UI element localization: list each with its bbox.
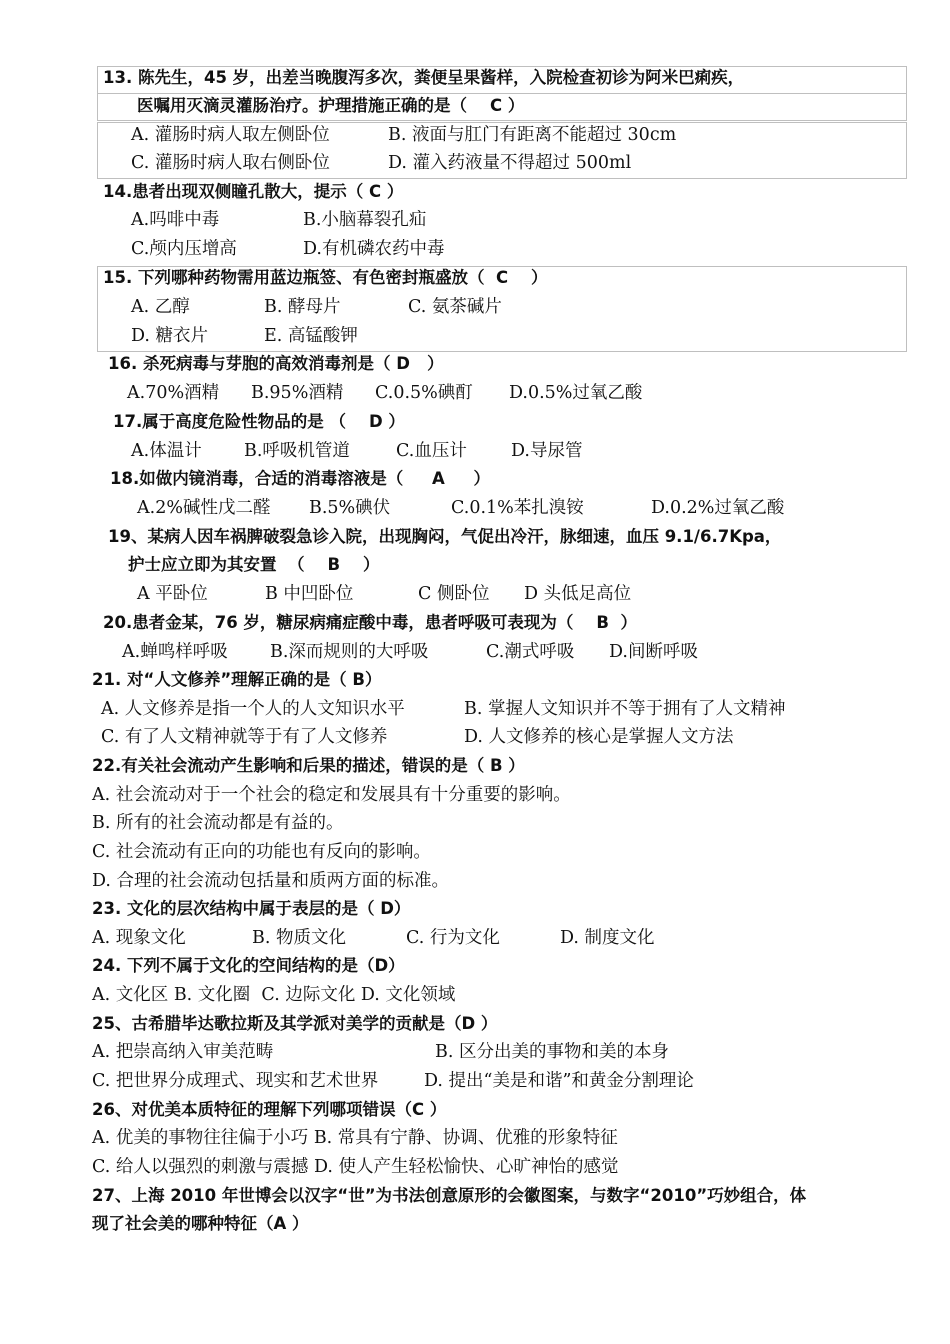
q21-option-c: C. 有了人文精神就等于有了人文修养: [101, 727, 388, 747]
q18-option-a: A.2%碱性戊二醛: [137, 498, 271, 518]
q19-option-a: A 平卧位: [137, 584, 208, 604]
q21-option-a: A. 人文修养是指一个人的人文知识水平: [101, 699, 405, 719]
q19-stem-line2: 护士应立即为其安置 （ B ）: [128, 555, 380, 574]
q16-option-c: C.0.5%碘酊: [375, 383, 473, 403]
q16-option-a: A.70%酒精: [127, 383, 220, 403]
q24-options: A. 文化区 B. 文化圈 C. 边际文化 D. 文化领域: [92, 985, 456, 1005]
q19-option-d: D 头低足高位: [524, 584, 632, 604]
q13-stem-line1: 13. 陈先生，45 岁，出差当晚腹泻多次，粪便呈果酱样，入院检查初诊为阿米巴痢疾，: [103, 68, 745, 87]
q26-options-ab: A. 优美的事物往往偏于小巧 B. 常具有宁静、协调、优雅的形象特征: [92, 1128, 618, 1148]
q25-option-c: C. 把世界分成理式、现实和艺术世界: [92, 1071, 379, 1091]
q14-option-b: B.小脑幕裂孔疝: [303, 210, 427, 230]
q17-option-a: A.体温计: [131, 441, 202, 461]
q23-stem: 23. 文化的层次结构中属于表层的是（ D）: [92, 899, 411, 918]
q19-option-c: C 侧卧位: [418, 584, 490, 604]
q19-stem-line1: 19、某病人因车祸脾破裂急诊入院，出现胸闷，气促出冷汗，脉细速，血压 9.1/6.7Kpa，: [108, 527, 782, 546]
q21-option-d: D. 人文修养的核心是掌握人文方法: [464, 727, 734, 747]
q20-option-d: D.间断呼吸: [609, 642, 698, 662]
q15-option-e: E. 高锰酸钾: [264, 326, 358, 346]
q21-option-b: B. 掌握人文知识并不等于拥有了人文精神: [464, 699, 786, 719]
q16-option-b: B.95%酒精: [251, 383, 344, 403]
q21-stem: 21. 对“人文修养”理解正确的是（ B）: [92, 670, 382, 689]
q26-options-cd: C. 给人以强烈的刺激与震撼 D. 使人产生轻松愉快、心旷神怡的感觉: [92, 1157, 619, 1177]
q13-option-d: D. 灌入药液量不得超过 500ml: [388, 153, 632, 173]
q25-option-d: D. 提出“美是和谐”和黄金分割理论: [424, 1071, 694, 1091]
q16-option-d: D.0.5%过氧乙酸: [509, 383, 643, 403]
q13-option-a: A. 灌肠时病人取左侧卧位: [131, 125, 330, 145]
q14-stem: 14.患者出现双侧瞳孔散大，提示（ C ）: [103, 182, 404, 201]
q14-option-d: D.有机磷农药中毒: [303, 239, 445, 259]
q22-option-c: C. 社会流动有正向的功能也有反向的影响。: [92, 842, 431, 862]
q18-option-d: D.0.2%过氧乙酸: [651, 498, 785, 518]
q13-option-c: C. 灌肠时病人取右侧卧位: [131, 153, 330, 173]
q15-stem: 15. 下列哪种药物需用蓝边瓶签、有色密封瓶盛放（ C ）: [103, 268, 548, 287]
q20-stem: 20.患者金某，76 岁，糖尿病痛症酸中毒，患者呼吸可表现为（ B ）: [103, 613, 637, 632]
q22-option-b: B. 所有的社会流动都是有益的。: [92, 813, 344, 833]
q18-option-b: B.5%碘伏: [309, 498, 391, 518]
q15-option-d: D. 糖衣片: [131, 326, 209, 346]
q20-option-b: B.深而规则的大呼吸: [270, 642, 429, 662]
q15-option-a: A. 乙醇: [131, 297, 190, 317]
q15-option-c: C. 氨茶碱片: [408, 297, 502, 317]
q20-option-c: C.潮式呼吸: [486, 642, 575, 662]
q23-option-a: A. 现象文化: [92, 928, 186, 948]
q20-option-a: A.蝉鸣样呼吸: [122, 642, 228, 662]
q19-option-b: B 中凹卧位: [265, 584, 354, 604]
q25-stem: 25、古希腊毕达歌拉斯及其学派对美学的贡献是（D ）: [92, 1014, 498, 1033]
q23-option-c: C. 行为文化: [406, 928, 500, 948]
q24-stem: 24. 下列不属于文化的空间结构的是（D）: [92, 956, 405, 975]
q22-stem: 22.有关社会流动产生影响和后果的描述，错误的是（ B ）: [92, 756, 525, 775]
q13-stem-line2: 医嘱用灭滴灵灌肠治疗。护理措施正确的是（ C ）: [137, 96, 525, 115]
q22-option-a: A. 社会流动对于一个社会的稳定和发展具有十分重要的影响。: [92, 785, 571, 805]
q17-option-d: D.导尿管: [511, 441, 583, 461]
q17-stem: 17.属于高度危险性物品的是 （ D ）: [113, 412, 405, 431]
q27-stem-line1: 27、上海 2010 年世博会以汉字“世”为书法创意原形的会徽图案，与数字“2010”巧妙组合，体: [92, 1186, 807, 1205]
q25-option-b: B. 区分出美的事物和美的本身: [435, 1042, 669, 1062]
q23-option-d: D. 制度文化: [560, 928, 655, 948]
q18-option-c: C.0.1%苯扎溴铵: [451, 498, 584, 518]
q27-stem-line2: 现了社会美的哪种特征（A ）: [92, 1214, 309, 1233]
q14-option-a: A.吗啡中毒: [131, 210, 220, 230]
q22-option-d: D. 合理的社会流动包括量和质两方面的标准。: [92, 871, 450, 891]
q15-option-b: B. 酵母片: [264, 297, 341, 317]
q23-option-b: B. 物质文化: [252, 928, 346, 948]
q25-option-a: A. 把崇高纳入审美范畴: [92, 1042, 274, 1062]
q18-stem: 18.如做内镜消毒，合适的消毒溶液是（ A ）: [110, 469, 490, 488]
q14-option-c: C.颅内压增高: [131, 239, 237, 259]
q17-option-b: B.呼吸机管道: [244, 441, 350, 461]
q17-option-c: C.血压计: [396, 441, 467, 461]
q26-stem: 26、对优美本质特征的理解下列哪项错误（C ）: [92, 1100, 447, 1119]
q16-stem: 16. 杀死病毒与芽胞的高效消毒剂是（ D ）: [108, 354, 444, 373]
q13-option-b: B. 液面与肛门有距离不能超过 30cm: [388, 125, 677, 145]
